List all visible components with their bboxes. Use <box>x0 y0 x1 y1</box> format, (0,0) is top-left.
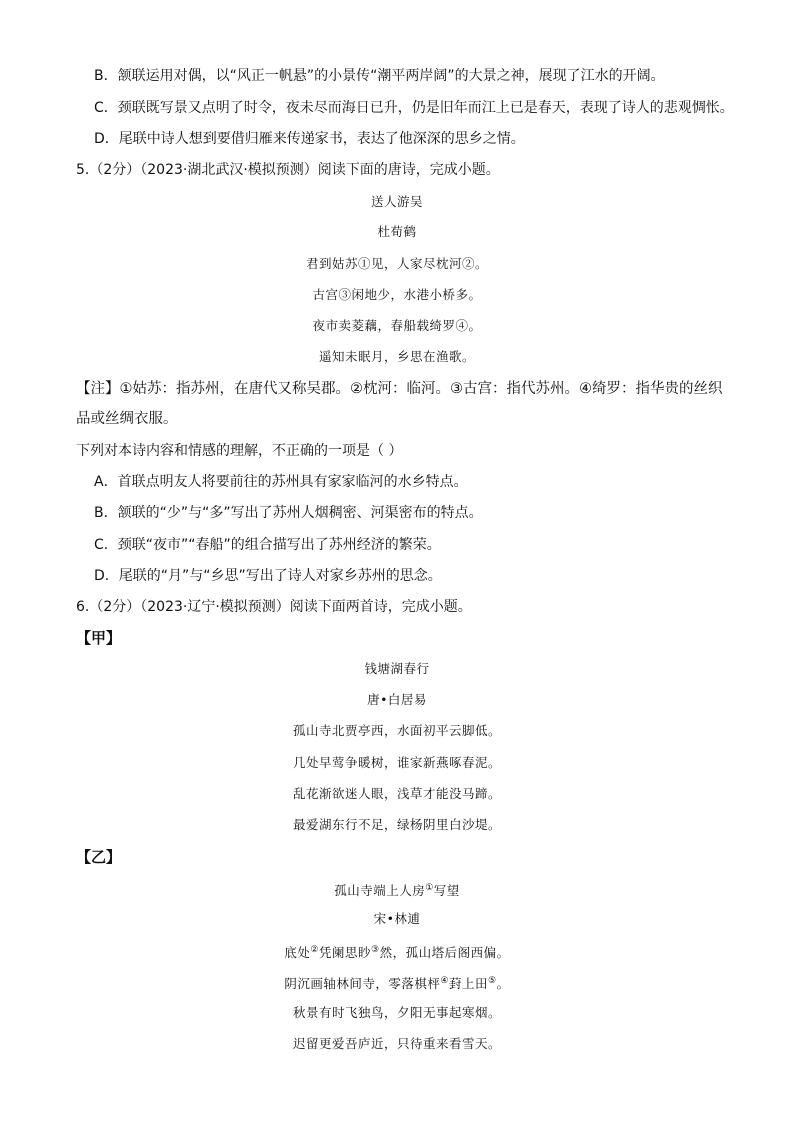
q6-jia-author: 唐•白居易 <box>367 692 427 707</box>
q5-option-d: D．尾联的“月”与“乡思”写出了诗人对家乡苏州的思念。 <box>94 568 442 584</box>
q6-yi-line: 阴沉画轴林间寺，零落棋枰④葑上田⑤。 <box>284 976 510 992</box>
q5-option-b: B．颔联的“少”与“多”写出了苏州人烟稠密、河渠密布的特点。 <box>94 505 483 521</box>
q5-option-a: A．首联点明友人将要前往的苏州具有家家临河的水乡特点。 <box>94 474 468 490</box>
q5-poem-line: 夜市卖菱藕，春船载绮罗④。 <box>312 318 482 333</box>
q5-note-line1: 【注】①姑苏：指苏州，在唐代又称吴郡。②枕河：临河。③古宫：指代苏州。④绮罗：指华贵的丝织 <box>76 381 723 397</box>
q6-yi-author: 宋•林逋 <box>373 911 421 926</box>
q6-stem: 6.（2分）（2023·辽宁·模拟预测）阅读下面两首诗，完成小题。 <box>76 599 472 615</box>
q5-poem-author: 杜荀鹤 <box>377 224 417 239</box>
q4-option-c: C．颈联既写景又点明了时令，夜未尽而海日已升，仍是旧年而江上已是春天，表现了诗人的悲观惆怅。 <box>94 100 734 116</box>
q5-note-line2: 品或丝绸衣服。 <box>76 411 178 427</box>
q5-option-c: C．颈联“夜市”“春船”的组合描写出了苏州经济的繁荣。 <box>94 537 441 553</box>
q5-poem-line: 古宫③闲地少，水港小桥多。 <box>312 287 482 302</box>
q5-question: 下列对本诗内容和情感的理解，不正确的一项是（ ） <box>76 443 403 459</box>
q6-jia-label: 【甲】 <box>76 629 122 647</box>
q6-yi-line: 底处②凭阑思眇③然，孤山塔后阁西偏。 <box>284 945 510 961</box>
q5-stem: 5.（2分）（2023·湖北武汉·模拟预测）阅读下面的唐诗，完成小题。 <box>76 162 500 178</box>
q6-jia-line: 乱花渐欲迷人眼，浅草才能没马蹄。 <box>292 786 501 801</box>
q5-poem-line: 遥知未眠月，乡思在渔歌。 <box>318 349 475 364</box>
q4-option-b: B．颔联运用对偶，以“风正一帆悬”的小景传“潮平两岸阔”的大景之神，展现了江水的开阔。 <box>94 68 665 84</box>
q6-yi-title: 孤山寺端上人房①写望 <box>334 883 460 899</box>
q6-jia-line: 几处早莺争暖树，谁家新燕啄春泥。 <box>292 755 501 770</box>
q6-yi-line: 迟留更爱吾庐近，只待重来看雪天。 <box>292 1036 501 1051</box>
q6-jia-title: 钱塘湖春行 <box>364 661 430 676</box>
q4-option-d: D．尾联中诗人想到要借归雁来传递家书，表达了他深深的思乡之情。 <box>94 131 525 147</box>
q6-jia-line: 孤山寺北贾亭西，水面初平云脚低。 <box>292 723 501 738</box>
q6-yi-label: 【乙】 <box>76 848 122 866</box>
q6-jia-line: 最爱湖东行不足，绿杨阴里白沙堤。 <box>292 817 501 832</box>
q5-poem-title: 送人游吴 <box>370 194 423 209</box>
q5-poem-line: 君到姑苏①见，人家尽枕河②。 <box>305 256 488 271</box>
q6-yi-line: 秋景有时飞独鸟，夕阳无事起寒烟。 <box>292 1005 501 1020</box>
